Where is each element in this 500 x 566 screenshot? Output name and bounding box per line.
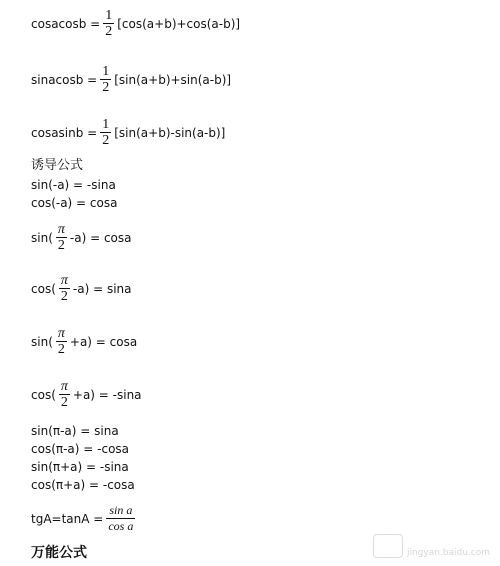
formula-cos-pi-plus-a: cos(π+a) = -cosa [31,478,135,492]
fraction-numerator: 1 [105,8,113,23]
fraction-pi-half [59,379,70,410]
fraction-denominator: 2 [102,133,110,148]
fraction-sin-over-cos [106,503,135,534]
formula-rest: +a) = cosa [69,334,138,349]
formula-rest: -a) = cosa [69,230,132,245]
fraction-numerator: π [57,222,65,237]
fraction-numerator: sin a [109,503,133,517]
formula-sin-pi-minus-a: sin(π-a) = sina [31,424,119,438]
formula-cos-pi2-minus-a [31,273,131,304]
fraction-numerator: π [60,273,68,288]
fraction-denominator: 2 [57,342,65,357]
fraction-numerator: π [60,379,68,394]
formula-sin-neg-a: sin(-a) = -sina [31,178,116,192]
watermark-text: jingyan.baidu.com [406,548,490,558]
fraction-denominator: 2 [102,80,110,95]
formula-tan [31,503,138,534]
fraction-numerator: 1 [102,64,110,79]
paw-logo-icon [373,534,403,558]
universal-heading: 万能公式 [31,545,87,561]
formula-cos-pi-minus-a: cos(π-a) = -cosa [31,442,130,456]
fraction-denominator: 2 [105,24,113,39]
fraction-pi-half [56,326,67,357]
formula-fn: sin( [31,230,53,245]
formula-fn: cos( [31,387,56,402]
fraction-denominator: 2 [60,395,68,410]
formula-cosasinb [31,117,225,148]
fraction-half [100,117,111,148]
fraction-half [103,8,114,39]
formula-cosacosb [31,8,240,39]
fraction-denominator: 2 [60,289,68,304]
formula-fn: sin( [31,334,53,349]
formula-lhs: cosacosb = [31,16,101,31]
formula-sin-pi-plus-a: sin(π+a) = -sina [31,460,129,474]
formula-lhs: sinacosb = [31,72,98,87]
formula-lhs: tgA=tanA = [31,511,104,526]
formula-sinacosb [31,64,231,95]
formula-cos-pi2-plus-a [31,379,142,410]
induction-heading: 诱导公式 [31,158,84,173]
fraction-denominator: 2 [57,238,65,253]
baidu-watermark [373,534,490,558]
formula-fn: cos( [31,281,56,296]
formula-rhs: [sin(a+b)+sin(a-b)] [114,72,232,87]
formula-rhs: [sin(a+b)-sin(a-b)] [114,125,226,140]
formula-sin-pi2-minus-a [31,222,131,253]
formula-rhs: [cos(a+b)+cos(a-b)] [117,16,241,31]
formula-rest: -a) = sina [72,281,132,296]
fraction-numerator: π [57,326,65,341]
formula-lhs: cosasinb = [31,125,98,140]
fraction-numerator: 1 [102,117,110,132]
fraction-pi-half [59,273,70,304]
formula-rest: +a) = -sina [72,387,142,402]
fraction-half [100,64,111,95]
formula-cos-neg-a: cos(-a) = cosa [31,196,118,210]
fraction-denominator: cos a [108,519,134,533]
fraction-pi-half [56,222,67,253]
formula-sin-pi2-plus-a [31,326,137,357]
